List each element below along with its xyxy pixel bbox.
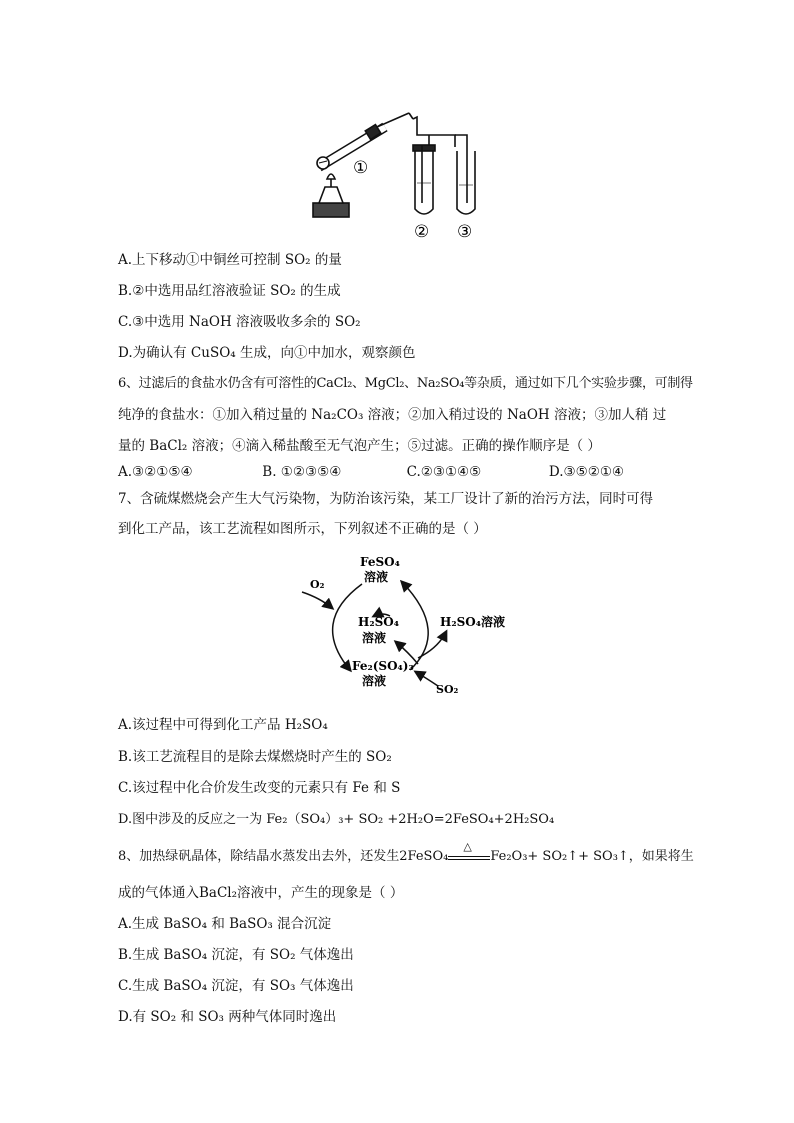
cycle-diagram	[290, 552, 510, 702]
diag-so2: SO₂	[436, 683, 459, 696]
diag-mid-sol: 溶液	[362, 631, 387, 645]
q7-stem-line1: 7、含硫煤燃烧会产生大气污染物，为防治该污染，某工厂设计了新的治污方法，同时可得	[118, 491, 654, 507]
q8-option-a: A.生成 BaSO₄ 和 BaSO₃ 混合沉淀	[118, 916, 332, 932]
q5-option-c: C.③中选用 NaOH 溶液吸收多余的 SO₂	[118, 314, 361, 330]
q8-stem-post: Fe₂O₃+ SO₂↑+ SO₃↑，如果将生	[490, 849, 694, 864]
burner-base	[313, 203, 349, 217]
diag-o2: O₂	[310, 578, 325, 591]
q7-stem-line2: 到化工产品，该工艺流程如图所示，下列叙述不正确的是（ ）	[118, 521, 487, 537]
diag-bottom-sol: 溶液	[362, 674, 387, 688]
q7-option-d: D.图中涉及的反应之一为 Fe₂（SO₄）₃+ SO₂ +2H₂O=2FeSO₄+2H₂SO₄	[118, 812, 555, 827]
q8-stem-line2: 成的气体通入BaCl₂溶液中，产生的现象是（ ）	[118, 885, 404, 901]
label-2: ②	[414, 222, 430, 242]
label-1: ①	[353, 158, 369, 178]
diag-top-sol: 溶液	[364, 570, 389, 584]
q5-option-d: D.为确认有 CuSO₄ 生成，向①中加水，观察颜色	[118, 345, 416, 361]
diag-mid-formula: H₂SO₄	[358, 615, 399, 629]
diag-right: H₂SO₄溶液	[440, 615, 505, 629]
apparatus-figure	[305, 105, 505, 245]
q8-option-d: D.有 SO₂ 和 SO₃ 两种气体同时逸出	[118, 1009, 337, 1025]
q8-stem-line1	[118, 840, 694, 866]
q5-option-b: B.②中选用品红溶液验证 SO₂ 的生成	[118, 283, 341, 299]
q5-option-a: A.上下移动①中铜丝可控制 SO₂ 的量	[118, 252, 342, 268]
q6-option-c: C.②③①④⑤	[406, 464, 482, 480]
q6-option-a: A.③②①⑤④	[118, 464, 193, 480]
heat-icon: △	[463, 840, 472, 853]
q6-option-b: B. ①②③⑤④	[262, 464, 342, 480]
q7-option-b: B.该工艺流程目的是除去煤燃烧时产生的 SO₂	[118, 749, 392, 765]
q6-stem-line1: 6、过滤后的食盐水仍含有可溶性的CaCl₂、MgCl₂、Na₂SO₄等杂质，通过如下几个实验步骤，可制得	[118, 376, 693, 391]
q6-option-d: D.③⑤②①④	[548, 464, 625, 480]
q8-option-b: B.生成 BaSO₄ 沉淀，有 SO₂ 气体逸出	[118, 947, 354, 963]
q7-option-c: C.该过程中化合价发生改变的元素只有 Fe 和 S	[118, 780, 401, 796]
q6-stem-line3: 量的 BaCl₂ 溶液；④滴入稀盐酸至无气泡产生；⑤过滤。正确的操作顺序是（ ）	[118, 438, 601, 454]
diag-bottom-formula: Fe₂(SO₄)₃	[352, 659, 414, 673]
q8-stem-pre: 8、加热绿矾晶体，除结晶水蒸发出去外，还发生2FeSO₄	[118, 849, 449, 864]
q8-option-c: C.生成 BaSO₄ 沉淀，有 SO₃ 气体逸出	[118, 978, 354, 994]
diag-top-formula: FeSO₄	[360, 555, 400, 569]
label-3: ③	[457, 222, 473, 242]
q6-stem-line2: 纯净的食盐水：①加入稍过量的 Na₂CO₃ 溶液；②加入稍过设的 NaOH 溶液；③加人稍 过	[118, 407, 667, 423]
q8-heat-condition	[448, 840, 490, 860]
q6-options	[118, 463, 624, 481]
q7-option-a: A.该过程中可得到化工产品 H₂SO₄	[118, 717, 328, 733]
